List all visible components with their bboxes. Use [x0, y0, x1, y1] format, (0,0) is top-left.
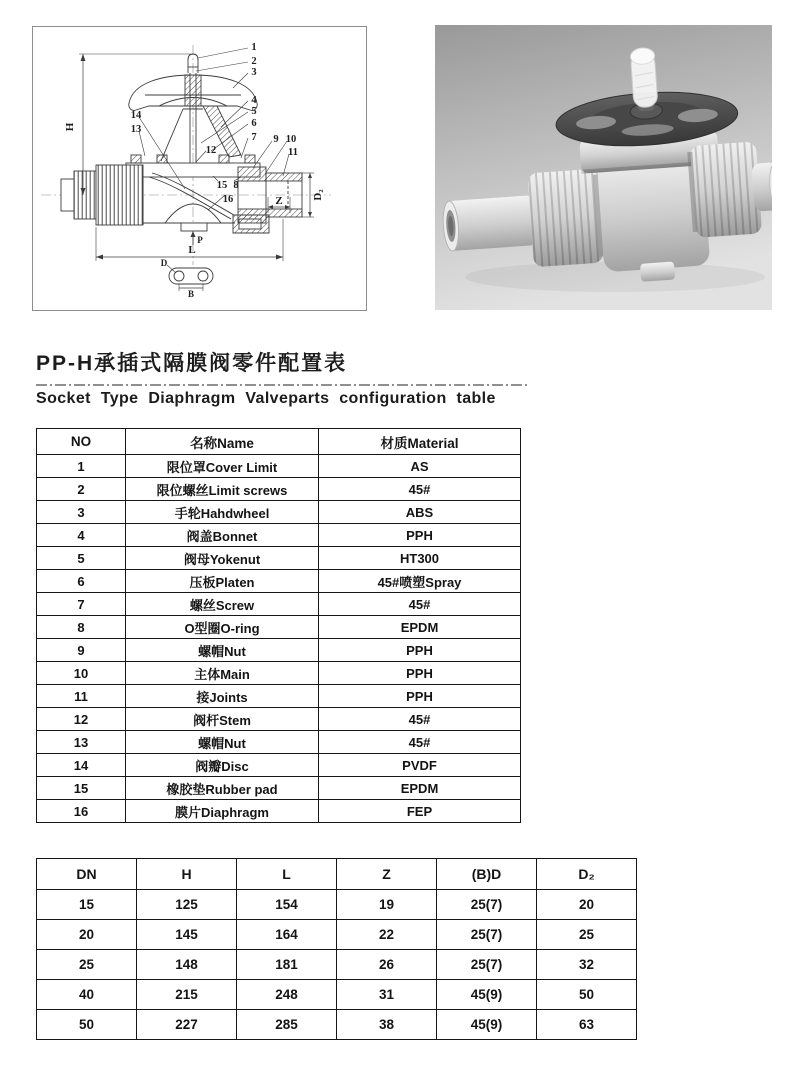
- parts-cell: 手轮Hahdwheel: [126, 501, 319, 524]
- parts-cell: 限位罩Cover Limit: [126, 455, 319, 478]
- parts-cell: PPH: [319, 685, 521, 708]
- dims-header-d2: D₂: [537, 859, 637, 890]
- table-row: [37, 639, 521, 662]
- dims-cell: 19: [337, 890, 437, 920]
- parts-table: [36, 428, 521, 823]
- page-title-cn: PP-H承插式隔膜阀零件配置表: [36, 352, 348, 375]
- parts-cell: 16: [37, 800, 126, 823]
- parts-cell: 45#: [319, 478, 521, 501]
- dims-header-row: [37, 859, 637, 890]
- page-title-en: Socket Type Diaphragm Valveparts configuration table: [36, 390, 496, 407]
- parts-cell: PPH: [319, 524, 521, 547]
- callout-11: 11: [288, 147, 298, 158]
- flow-arrow-P: [191, 231, 196, 245]
- parts-cell: 1: [37, 455, 126, 478]
- dims-cell: 45(9): [437, 980, 537, 1010]
- dims-cell: 248: [237, 980, 337, 1010]
- dim-label-p: P: [197, 235, 203, 245]
- table-row: [37, 890, 637, 920]
- table-row: [37, 777, 521, 800]
- table-row: [37, 685, 521, 708]
- dims-cell: 164: [237, 920, 337, 950]
- parts-cell: 12: [37, 708, 126, 731]
- table-row: [37, 731, 521, 754]
- dims-cell: 215: [137, 980, 237, 1010]
- dims-cell: 25: [537, 920, 637, 950]
- dims-cell: 63: [537, 1010, 637, 1040]
- callout-2: 2: [251, 56, 257, 67]
- table-row: [37, 980, 637, 1010]
- parts-cell: PVDF: [319, 754, 521, 777]
- dims-header-l: L: [237, 859, 337, 890]
- parts-cell: 主体Main: [126, 662, 319, 685]
- dim-label-d: D: [160, 258, 168, 268]
- table-row: [37, 616, 521, 639]
- parts-cell: 11: [37, 685, 126, 708]
- dims-cell: 50: [537, 980, 637, 1010]
- parts-cell: 3: [37, 501, 126, 524]
- parts-cell: 螺丝Screw: [126, 593, 319, 616]
- left-union-nut: [96, 165, 143, 225]
- parts-cell: 45#: [319, 731, 521, 754]
- parts-cell: 阀杆Stem: [126, 708, 319, 731]
- table-row: [37, 662, 521, 685]
- valve-geometry: [41, 45, 331, 291]
- dims-cell: 15: [37, 890, 137, 920]
- parts-cell: 膜片Diaphragm: [126, 800, 319, 823]
- parts-cell: 阀母Yokenut: [126, 547, 319, 570]
- dims-cell: 40: [37, 980, 137, 1010]
- technical-drawing: [32, 26, 367, 311]
- dims-cell: 22: [337, 920, 437, 950]
- dashdot-divider: [36, 384, 530, 386]
- callout-4: 4: [251, 95, 257, 106]
- base-hole-detail: [167, 265, 213, 291]
- parts-cell: 螺帽Nut: [126, 639, 319, 662]
- parts-header-material: 材质Material: [319, 429, 521, 455]
- table-row: [37, 593, 521, 616]
- dims-cell: 32: [537, 950, 637, 980]
- dims-cell: 25(7): [437, 950, 537, 980]
- product-photo: [435, 25, 772, 310]
- table-row: [37, 501, 521, 524]
- dims-cell: 25(7): [437, 890, 537, 920]
- callout-5: 5: [251, 106, 257, 117]
- parts-cell: AS: [319, 455, 521, 478]
- dim-label-z: Z: [275, 195, 283, 207]
- callout-9: 9: [273, 134, 279, 145]
- dims-cell: 26: [337, 950, 437, 980]
- right-spigot: [751, 162, 772, 212]
- table-row: [37, 524, 521, 547]
- parts-cell: 阀盖Bonnet: [126, 524, 319, 547]
- parts-cell: EPDM: [319, 777, 521, 800]
- dim-label-h: H: [64, 122, 76, 132]
- callout-8: 8: [233, 180, 239, 191]
- table-row: [37, 754, 521, 777]
- dims-header-h: H: [137, 859, 237, 890]
- parts-cell: PPH: [319, 639, 521, 662]
- parts-cell: 橡胶垫Rubber pad: [126, 777, 319, 800]
- left-stub: [61, 179, 74, 211]
- dims-cell: 148: [137, 950, 237, 980]
- callout-leaders: [139, 48, 289, 210]
- parts-cell: 10: [37, 662, 126, 685]
- dims-cell: 285: [237, 1010, 337, 1040]
- callout-3: 3: [251, 67, 257, 78]
- stem-indicator: [630, 47, 658, 108]
- dims-cell: 31: [337, 980, 437, 1010]
- valve-photo-illustration: [435, 25, 772, 310]
- callout-12: 12: [205, 145, 217, 156]
- table-row: [37, 950, 637, 980]
- callout-6: 6: [251, 118, 257, 129]
- dims-cell: 45(9): [437, 1010, 537, 1040]
- parts-cell: 压板Platen: [126, 570, 319, 593]
- parts-cell: FEP: [319, 800, 521, 823]
- parts-header-row: [37, 429, 521, 455]
- dims-cell: 154: [237, 890, 337, 920]
- parts-header-name: 名称Name: [126, 429, 319, 455]
- table-row: [37, 1010, 637, 1040]
- left-socket: [74, 171, 96, 219]
- parts-cell: 2: [37, 478, 126, 501]
- parts-cell: 8: [37, 616, 126, 639]
- parts-cell: 13: [37, 731, 126, 754]
- dims-cell: 20: [537, 890, 637, 920]
- dims-header-dn: DN: [37, 859, 137, 890]
- right-socket: [266, 173, 302, 181]
- dims-cell: 25: [37, 950, 137, 980]
- parts-cell: 45#喷塑Spray: [319, 570, 521, 593]
- dims-cell: 50: [37, 1010, 137, 1040]
- dims-cell: 125: [137, 890, 237, 920]
- table-row: [37, 478, 521, 501]
- table-row: [37, 547, 521, 570]
- parts-cell: 螺帽Nut: [126, 731, 319, 754]
- parts-cell: EPDM: [319, 616, 521, 639]
- dims-cell: 181: [237, 950, 337, 980]
- parts-cell: 14: [37, 754, 126, 777]
- callout-10: 10: [285, 134, 297, 145]
- dim-label-b: B: [187, 289, 195, 299]
- parts-cell: 45#: [319, 593, 521, 616]
- callout-15: 15: [216, 180, 228, 191]
- parts-cell: 阀瓣Disc: [126, 754, 319, 777]
- parts-cell: 15: [37, 777, 126, 800]
- dims-header-z: Z: [337, 859, 437, 890]
- callout-1: 1: [251, 42, 257, 53]
- parts-cell: 45#: [319, 708, 521, 731]
- dims-cell: 25(7): [437, 920, 537, 950]
- dims-cell: 227: [137, 1010, 237, 1040]
- parts-cell: 7: [37, 593, 126, 616]
- parts-cell: 接Joints: [126, 685, 319, 708]
- table-row: [37, 800, 521, 823]
- bonnet: [161, 109, 183, 161]
- dimensions-table: [36, 858, 637, 1040]
- parts-cell: 9: [37, 639, 126, 662]
- callout-13: 13: [130, 124, 142, 135]
- dims-header-bd: (B)D: [437, 859, 537, 890]
- right-union-nut: [238, 167, 266, 181]
- parts-cell: 6: [37, 570, 126, 593]
- table-row: [37, 920, 637, 950]
- callout-14: 14: [130, 110, 142, 121]
- parts-cell: HT300: [319, 547, 521, 570]
- valve-section-drawing: [33, 27, 366, 310]
- parts-cell: PPH: [319, 662, 521, 685]
- parts-cell: ABS: [319, 501, 521, 524]
- parts-cell: 4: [37, 524, 126, 547]
- left-spigot: [445, 195, 538, 251]
- parts-cell: 5: [37, 547, 126, 570]
- dims-cell: 38: [337, 1010, 437, 1040]
- parts-cell: O型圈O-ring: [126, 616, 319, 639]
- parts-header-no: NO: [37, 429, 126, 455]
- table-row: [37, 570, 521, 593]
- callout-16: 16: [222, 194, 234, 205]
- dims-cell: 145: [137, 920, 237, 950]
- table-row: [37, 708, 521, 731]
- dim-label-d2: D₂: [312, 189, 324, 201]
- dim-label-l: L: [188, 244, 196, 256]
- parts-cell: 限位螺丝Limit screws: [126, 478, 319, 501]
- dims-cell: 20: [37, 920, 137, 950]
- callout-7: 7: [251, 132, 257, 143]
- table-row: [37, 455, 521, 478]
